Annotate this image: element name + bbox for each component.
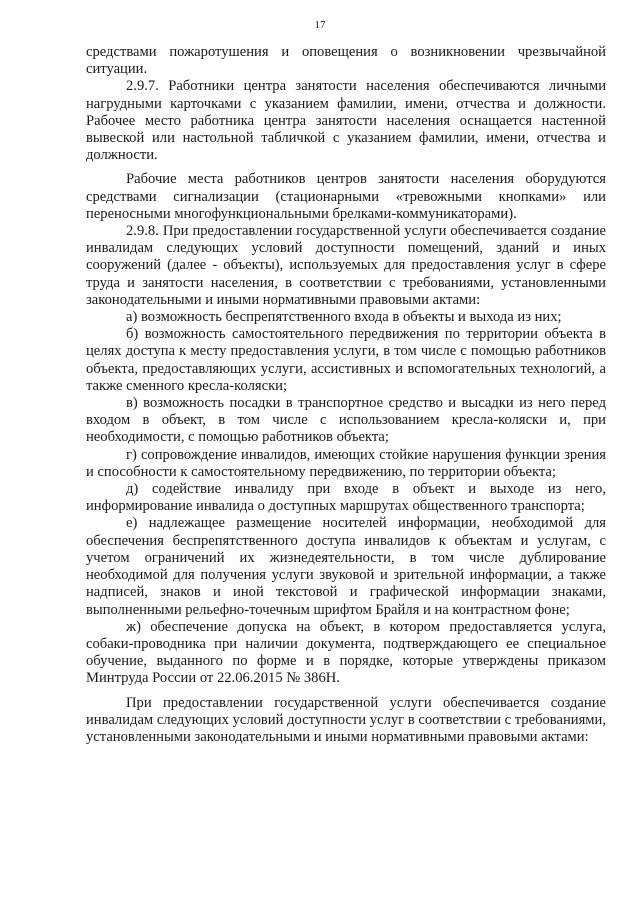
- document-body: [86, 44, 606, 746]
- paragraph-2-9-8: 2.9.8. При предоставлении государственной услуги обеспечивается создание инвалидам следующих условий доступности помещений, зданий и иных сооружений (далее - объекты), используемых для предоставления услуг в сфере труда и занятости населения, в соответствии с требованиями, установленными законодательными и иными нормативными правовыми актами:: [86, 223, 606, 308]
- list-item-g: г) сопровождение инвалидов, имеющих стойкие нарушения функции зрения и способности к самостоятельному передвижению, по территории объекта;: [86, 446, 606, 480]
- paragraph-continuation: средствами пожаротушения и оповещения о возникновении чрезвычайной ситуации.: [86, 44, 606, 78]
- list-item-zh: ж) обеспечение допуска на объект, в котором предоставляется услуга, собаки-проводника при наличии документа, подтверждающего ее специальное обучение, выданного по форме и в порядке, которые утверждены приказом Минтруда России от 22.06.2015 № 386Н.: [86, 618, 606, 687]
- page-number: 17: [314, 19, 326, 31]
- list-item-b: б) возможность самостоятельного передвижения по территории объекта в целях доступа к месту предоставления услуги, в том числе с помощью работников объекта, предоставляющих услуги, ассистивных и вспомогательных технологий, а также сменного кресла-коляски;: [86, 326, 606, 394]
- list-item-v: в) возможность посадки в транспортное средство и высадки из него перед входом в объект, в том числе с использованием кресла-коляски и, при необходимости, с помощью работников объекта;: [86, 395, 606, 446]
- paragraph-2-9-7: 2.9.7. Работники центра занятости населения обеспечиваются личными нагрудными карточками с указанием фамилии, имени, отчества и должности. Рабочее место работника центра занятости населения оснащается настенной вывеской или настольной табличкой с указанием фамилии, имени, отчества и должности.: [86, 78, 606, 164]
- paragraph-service-accessibility: При предоставлении государственной услуги обеспечивается создание инвалидам следующих условий доступности услуг в соответствии с требованиями, установленными законодательными и иными нормативными правовыми актами:: [86, 694, 606, 745]
- list-item-a: а) возможность беспрепятственного входа в объекты и выхода из них;: [126, 309, 562, 326]
- paragraph-alarm-equipment: Рабочие места работников центров занятости населения оборудуются средствами сигнализации (стационарными «тревожными кнопками» или переносными многофункциональными брелками-коммуникаторами).: [86, 171, 606, 222]
- list-item-d: д) содействие инвалиду при входе в объект и выходе из него, информирование инвалида о доступных маршрутах общественного транспорта;: [86, 481, 606, 515]
- list-item-e: е) надлежащее размещение носителей информации, необходимой для обеспечения беспрепятственного доступа инвалидов к объектам и услугам, с учетом ограничений их жизнедеятельности, в том числе дублирование необходимой для получения услуги звуковой и зрительной информации, а также надписей, знаков и иной текстовой и графической информации знаками, выполненными рельефно-точечным шрифтом Брайля и на контрастном фоне;: [86, 515, 606, 618]
